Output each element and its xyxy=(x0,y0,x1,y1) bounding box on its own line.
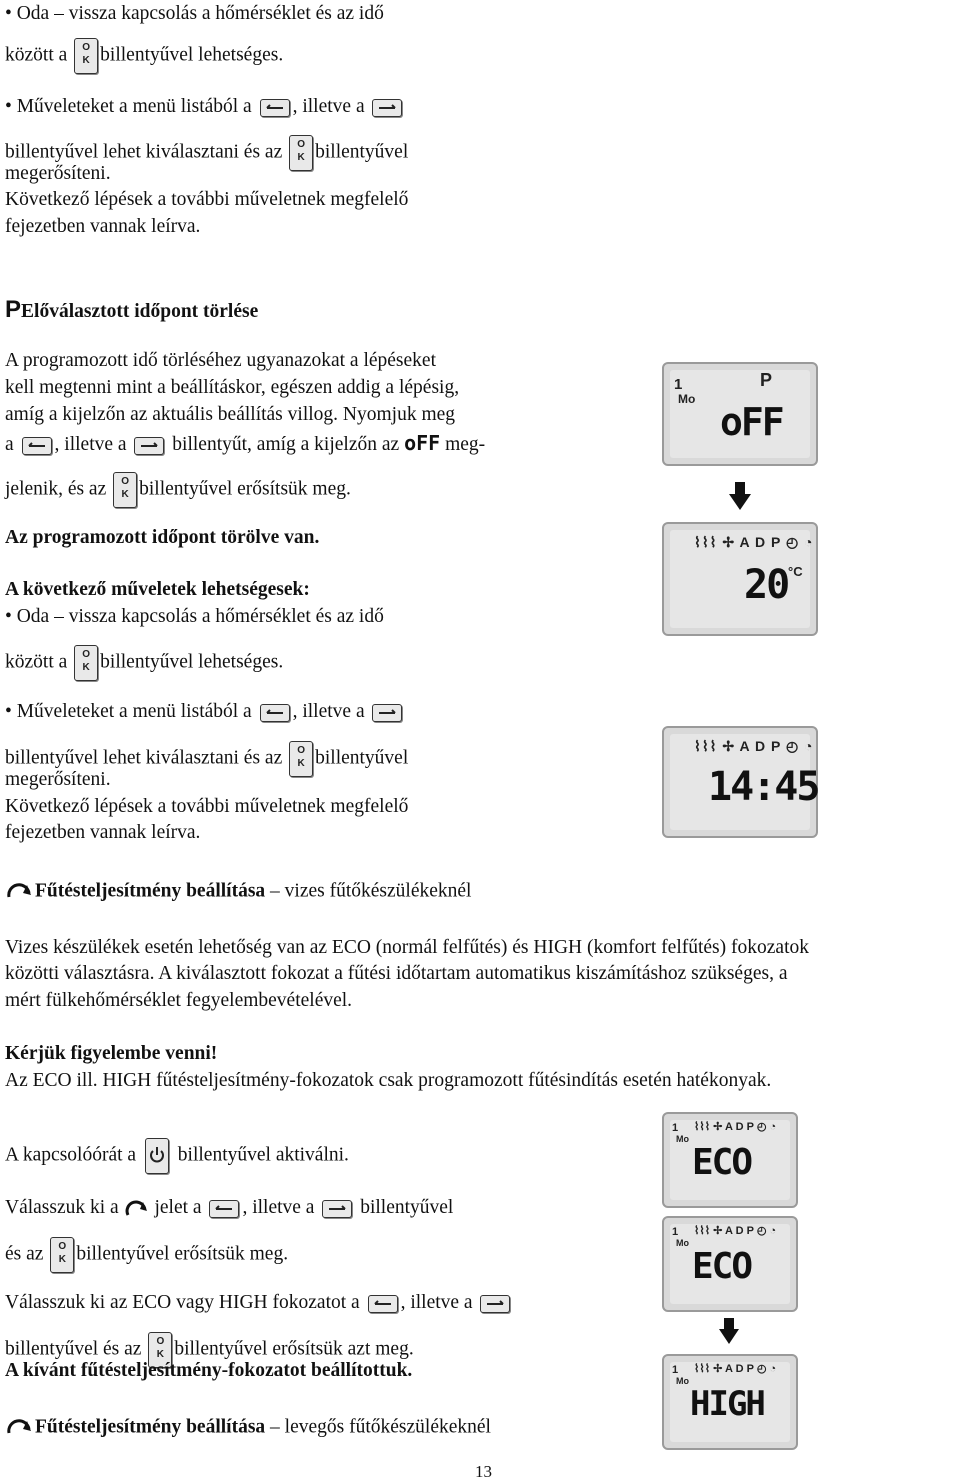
ok-key-icon: O K xyxy=(289,741,313,777)
body-text: Következő lépések a további műveletnek megfelelő xyxy=(5,796,409,817)
body-text: Az ECO ill. HIGH fűtésteljesítmény-fokozatok csak programozott fűtésindítás esetén hatékonyak. xyxy=(5,1070,772,1091)
display-high: 1 Mo ⌇⌇⌇ ✢ A D P ◴ ◔ HIGH xyxy=(662,1354,798,1450)
body-text: a , illetve a billentyűt, amíg a kijelzőn az oFF meg- xyxy=(5,431,486,455)
body-text: és az O K billentyűvel erősítsük meg. xyxy=(5,1237,288,1273)
arrow-down-icon xyxy=(729,482,751,510)
section-heading: Fűtésteljesítmény beállítása – vizes fűtőkészülékeknél xyxy=(5,879,471,905)
right-arrow-key-icon xyxy=(480,1295,510,1313)
body-text: fejezetben vannak leírva. xyxy=(5,822,201,843)
left-arrow-key-icon xyxy=(209,1200,239,1218)
page-number: 13 xyxy=(475,1462,492,1481)
body-text: Válasszuk ki az ECO vagy HIGH fokozatot a , illetve a xyxy=(5,1291,513,1315)
bullet-text: • Műveleteket a menü listából a , illetve a xyxy=(5,700,405,724)
ok-key-icon: O K xyxy=(289,135,313,171)
left-arrow-key-icon xyxy=(260,704,290,722)
body-text: kell megtenni mint a beállításkor, egészen addig a lépésig, xyxy=(5,377,460,398)
left-arrow-key-icon xyxy=(368,1295,398,1313)
body-text: billentyűvel lehet kiválasztani és az O K billentyűvel xyxy=(5,135,408,171)
result-text: Az programozott időpont törölve van. xyxy=(5,527,320,548)
ok-key-icon: O K xyxy=(74,645,98,681)
body-text: fejezetben vannak leírva. xyxy=(5,216,201,237)
left-arrow-key-icon xyxy=(260,99,290,117)
body-text: jelenik, és az O K billentyűvel erősítsük meg. xyxy=(5,472,351,508)
body-text: megerősíteni. xyxy=(5,769,111,790)
body-text: mért fülkehőmérséklet fegyelembevételével. xyxy=(5,990,353,1011)
display-time: ⌇⌇⌇ ✢ A D P ◴ ◔ 14:45 xyxy=(662,726,818,838)
bullet-text: • Oda – vissza kapcsolás a hőmérséklet és az idő xyxy=(5,3,384,24)
right-arrow-key-icon xyxy=(322,1200,352,1218)
body-text: megerősíteni. xyxy=(5,163,111,184)
body-text: billentyűvel lehet kiválasztani és az O K billentyűvel xyxy=(5,741,408,777)
display-temperature: ⌇⌇⌇ ✢ A D P ◴ ◔ 20 °C xyxy=(662,522,818,636)
bullet-text: között a O K billentyűvel lehetséges. xyxy=(5,645,283,681)
left-arrow-key-icon xyxy=(22,437,52,455)
display-eco-blinking: 1 Mo ⌇⌇⌇ ✢ A D P ◴ ◔ ECO xyxy=(662,1216,798,1312)
right-arrow-key-icon xyxy=(372,99,402,117)
body-text: Válasszuk ki a jelet a , illetve a billentyűvel xyxy=(5,1196,453,1221)
power-key-icon xyxy=(145,1138,169,1174)
ok-key-icon: O K xyxy=(113,472,137,508)
display-eco: 1 Mo ⌇⌇⌇ ✢ A D P ◴ ◔ ECO xyxy=(662,1112,798,1208)
heating-power-icon xyxy=(5,879,35,905)
section-heading: PElőválasztott időpont törlése xyxy=(5,296,259,323)
section-heading: Fűtésteljesítmény beállítása – levegős fűtőkészülékeknél xyxy=(5,1415,491,1441)
note-title: Kérjük figyelembe venni! xyxy=(5,1043,218,1064)
body-text: amíg a kijelzőn az aktuális beállítás villog. Nyomjuk meg xyxy=(5,404,456,425)
display-off: 1 Mo P oFF xyxy=(662,362,818,466)
right-arrow-key-icon xyxy=(134,437,164,455)
bullet-text: között a O K billentyűvel lehetséges. xyxy=(5,38,283,74)
bullet-text: • Oda – vissza kapcsolás a hőmérséklet és az idő xyxy=(5,606,384,627)
right-arrow-key-icon xyxy=(372,704,402,722)
body-text: Következő lépések a további műveletnek megfelelő xyxy=(5,189,409,210)
off-display-icon: oFF xyxy=(404,431,441,455)
body-text: A kapcsolóórát a billentyűvel aktiválni. xyxy=(5,1138,349,1174)
heating-power-icon xyxy=(124,1197,150,1221)
program-p-icon: P xyxy=(5,296,22,323)
heating-power-icon xyxy=(5,1415,35,1441)
body-text: Vizes készülékek esetén lehetőség van az ECO (normál felfűtés) és HIGH (komfort felfűtés) fokozatok xyxy=(5,937,809,958)
body-text: A programozott idő törléséhez ugyanazokat a lépéseket xyxy=(5,350,436,371)
body-text: közötti választásra. A kiválasztott fokozat a fűtési időtartam automatikus kiszámításhoz szükséges, a xyxy=(5,963,788,984)
result-text: A kívánt fűtésteljesítmény-fokozatot beállítottuk. xyxy=(5,1360,413,1381)
arrow-down-icon xyxy=(719,1318,739,1344)
ok-key-icon: O K xyxy=(148,1332,172,1368)
ok-key-icon: O K xyxy=(50,1237,74,1273)
bullet-text: • Műveleteket a menü listából a , illetve a xyxy=(5,95,405,119)
subheading: A következő műveletek lehetségesek: xyxy=(5,579,310,600)
ok-key-icon: O K xyxy=(74,38,98,74)
body-text: billentyűvel és az O K billentyűvel erősítsük azt meg. xyxy=(5,1332,414,1368)
